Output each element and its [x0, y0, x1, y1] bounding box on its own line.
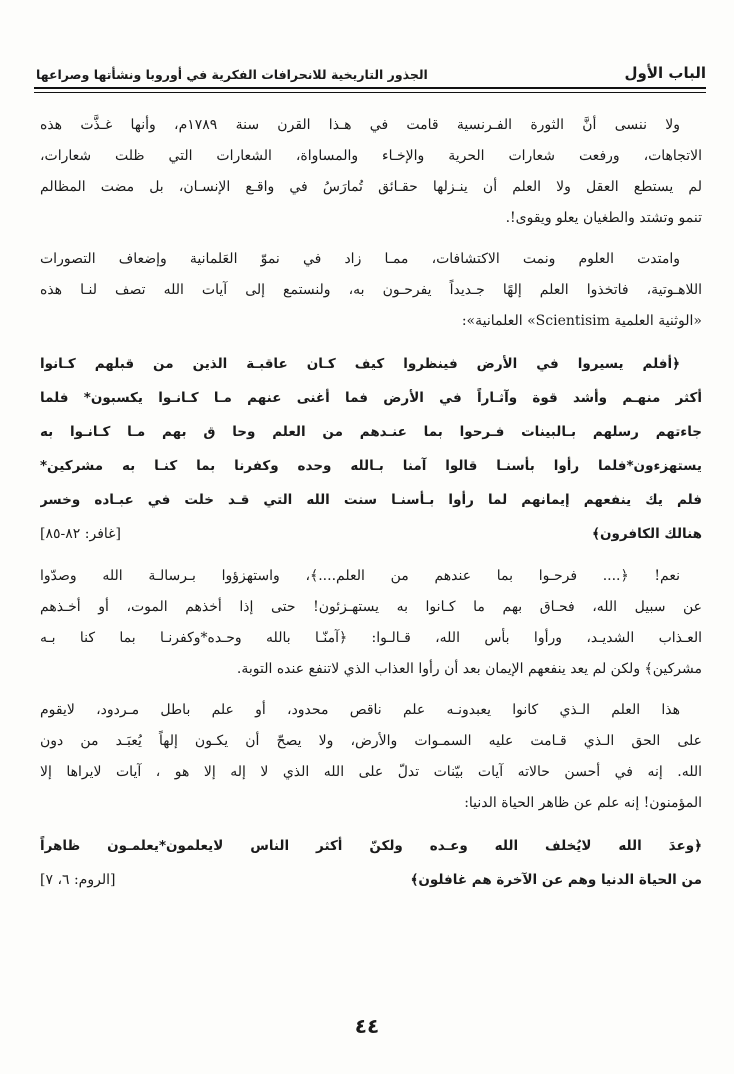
- text-line: على الحق الـذي قـامت عليه السمـوات والأرض، ولا يصحّ أن يكـون إلهاً يُعبَـد من دون: [40, 733, 702, 749]
- text-line: هذا العلم الـذي كانوا يعبدونـه علم ناقص محدود، أو علم باطل مـردود، لايقوم: [40, 702, 680, 718]
- paragraph-3: [40, 561, 702, 685]
- quote-end: هنالك الكافرون﴾: [592, 526, 702, 542]
- quote-citation: [غافر: ٨٢-٨٥]: [40, 526, 121, 542]
- quote-citation: [الروم: ٦، ٧]: [40, 872, 116, 888]
- text-line: الاتجاهات، ورفعت شعارات الحرية والإخـاء والمساواة، الشعارات التي ظلت شعارات،: [40, 148, 702, 164]
- text-line: اللاهـوتية، فاتخذوا العلم إلهًا جـديداً يفرحـون به، ولنستمع إلى آيات الله تصف لنـا هذه: [40, 282, 702, 298]
- text-line: الله. إنه في أحسن حالاته آيات بيّنات تدلّ على الله الذي لا إله إلا هو ، آيات لايراها إلا: [40, 764, 702, 780]
- quote-line: أكثر منهـم وأشد قوة وآثـاراً في الأرض فما أغنى عنهم مـا كـانـوا يكسبون* فلما: [40, 390, 702, 406]
- text-line: ولا ننسى أنَّ الثورة الفـرنسية قامت في هـذا القرن سنة ١٧٨٩م، وأنها غـذَّت هذه: [40, 117, 680, 133]
- quote-line: [40, 863, 702, 897]
- quote-line: فلم يك ينفعهم إيمانهم لما رأوا بـأسنـا سنت الله التي قـد خلت في عبـاده وخسر: [40, 492, 702, 508]
- quote-line: جاءتهم رسلهم بـالبينات فـرحوا بما عنـدهم من العلم وحا ق بهم مـا كـانـوا به: [40, 424, 702, 440]
- quote-line: ﴿أفلم يسيروا في الأرض فينظروا كيف كـان عاقبـة الذين من قبلهم كـانوا: [40, 356, 680, 372]
- text-line: وامتدت العلوم ونمت الاكتشافات، ممـا زاد في نموّ العَلمانية وإضعاف التصورات: [40, 251, 680, 267]
- quote-line: يستهزءون*فلما رأوا بأسنـا قالوا آمنا بـالله وحده وكفرنا بما كنـا به مشركين*: [40, 458, 702, 474]
- paragraph-2: [40, 244, 702, 337]
- chapter-title: الباب الأول: [624, 64, 706, 82]
- quote-line: [40, 517, 702, 551]
- quran-quote-ghafir: [40, 347, 702, 551]
- page-number: ٤٤: [354, 1014, 380, 1038]
- text-line: عن سبيل الله، فحـاق بهم ما كـانوا به يستهـزئون! حتى إذا أخذهم الموت، أو أخـذهم: [40, 599, 702, 615]
- text-line: تنمو وتشتد والطغيان يعلو ويقوى!.: [505, 210, 702, 226]
- paragraph-4: [40, 695, 702, 819]
- running-title: الجذور التاريخية للانحرافات الفكرية في أوروبا ونشأتها وصراعها: [36, 67, 428, 82]
- header-rule: [34, 87, 706, 93]
- text-line: المؤمنون! إنه علم عن ظاهر الحياة الدنيا:: [464, 795, 702, 811]
- text-line: نعم! ﴿.... فرحـوا بما عندهم من العلم....﴾، واستهزؤوا بـرسالـة الله وصدّوا: [40, 568, 680, 584]
- text-line: لم يستطع العقل ولا العلم أن ينـزلها حقـائق تُمارَسُ في واقـع الإنسـان، بل مضت المظالم: [40, 179, 702, 195]
- paragraph-1: [40, 110, 702, 234]
- page-body: [40, 110, 702, 897]
- text-line: مشركين﴾ ولكن لم يعد ينفعهم الإيمان بعد أن رأوا العذاب الذي لاتنفع عنده التوبة.: [236, 661, 702, 677]
- quran-quote-rum: [40, 829, 702, 897]
- quote-line: ﴿وعدَ الله لايُخلف الله وعـده ولكنّ أكثر الناس لايعلمون*يعلمـون ظاهراً: [40, 838, 702, 854]
- text-line: «الوثنية العلمية Scientisim» العلمانية»:: [461, 313, 702, 329]
- text-line: العـذاب الشديـد، ورأوا بأس الله، قـالـوا: ﴿آمنّـا بالله وحـده*وكفرنـا بما كنا بـه: [40, 630, 702, 646]
- page-header: [36, 58, 706, 82]
- quote-end: من الحياة الدنيا وهم عن الآخرة هم غافلون﴾: [410, 872, 702, 888]
